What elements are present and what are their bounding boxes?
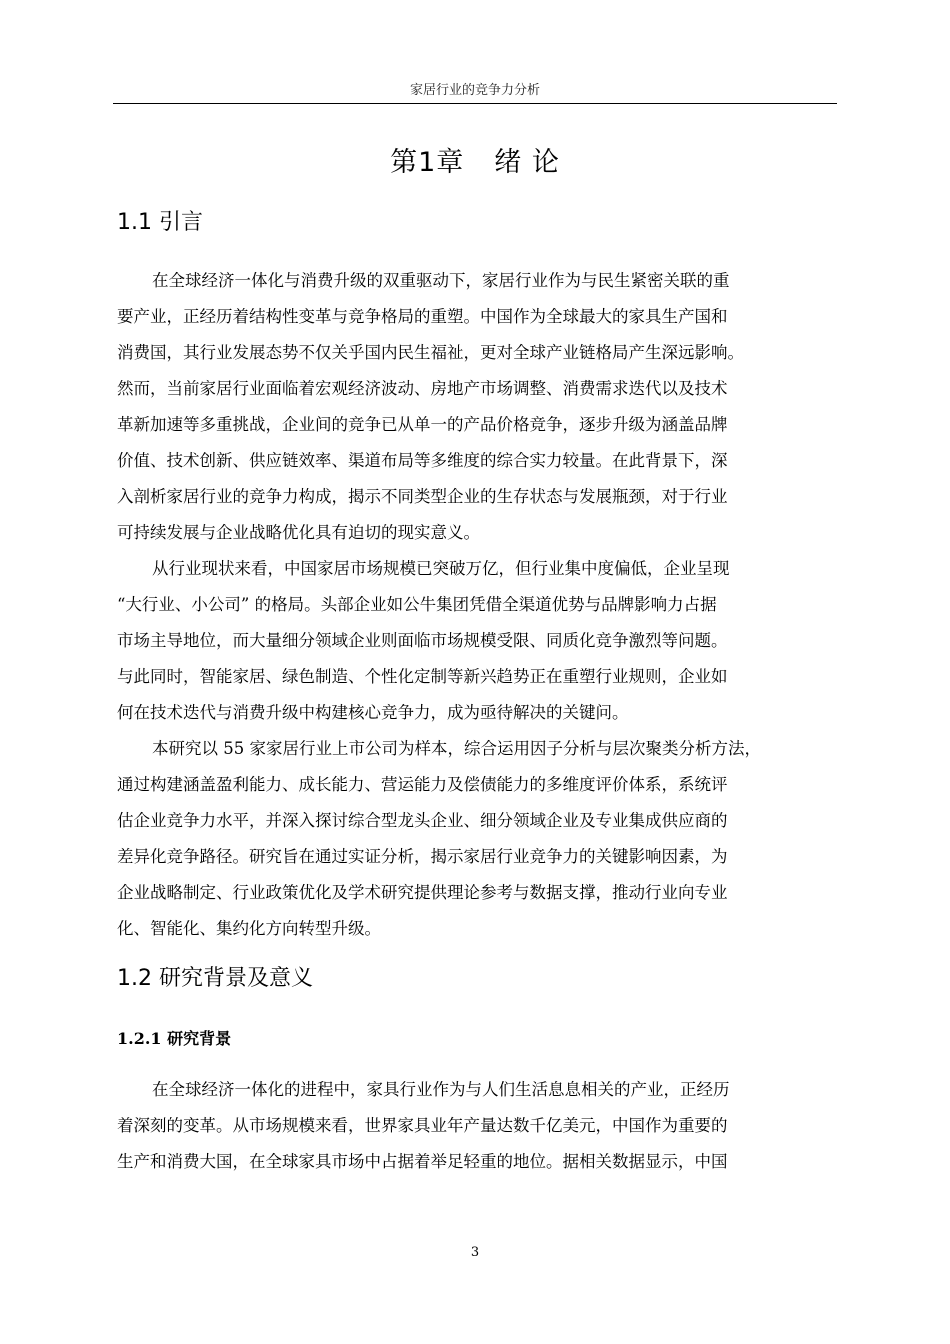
text-line: 何在技术迭代与消费升级中构建核心竞争力，成为亟待解决的关键问。 bbox=[117, 703, 629, 722]
text-line: 估企业竞争力水平，并深入探讨综合型龙头企业、细分领域企业及专业集成供应商的 bbox=[117, 811, 728, 830]
paragraph-1-1-1 bbox=[117, 263, 857, 551]
text-line: 可持续发展与企业战略优化具有迫切的现实意义。 bbox=[117, 523, 480, 542]
header-divider bbox=[113, 103, 837, 104]
paragraph-1-1-2 bbox=[117, 551, 857, 731]
text-line: 然而，当前家居行业面临着宏观经济波动、房地产市场调整、消费需求迭代以及技术 bbox=[117, 379, 728, 398]
text-line: 要产业，正经历着结构性变革与竞争格局的重塑。中国作为全球最大的家具生产国和 bbox=[117, 307, 728, 326]
text-line: 价值、技术创新、供应链效率、渠道布局等多维度的综合实力较量。在此背景下，深 bbox=[117, 451, 728, 470]
chapter-number-label: 第1章 bbox=[390, 147, 465, 178]
page-number: 3 bbox=[470, 1245, 480, 1260]
text-line: 消费国，其行业发展态势不仅关乎国内民生福祉，更对全球产业链格局产生深远影响。 bbox=[117, 343, 744, 362]
subsection-heading-1-2-1: 1.2.1 研究背景 bbox=[117, 1029, 232, 1048]
text-line: 革新加速等多重挑战，企业间的竞争已从单一的产品价格竞争，逐步升级为涵盖品牌 bbox=[117, 415, 728, 434]
text-line: 本研究以 55 家家居行业上市公司为样本，综合运用因子分析与层次聚类分析方法， bbox=[152, 739, 761, 758]
text-line: 入剖析家居行业的竞争力构成，揭示不同类型企业的生存状态与发展瓶颈，对于行业 bbox=[117, 487, 728, 506]
text-line: 生产和消费大国，在全球家具市场中占据着举足轻重的地位。据相关数据显示，中国 bbox=[117, 1152, 728, 1171]
section-heading-1-1: 1.1 引言 bbox=[117, 210, 203, 235]
running-header: 家居行业的竞争力分析 bbox=[409, 83, 540, 98]
text-line: 在全球经济一体化与消费升级的双重驱动下，家居行业作为与民生紧密关联的重 bbox=[152, 271, 730, 290]
text-line: 在全球经济一体化的进程中，家具行业作为与人们生活息息相关的产业，正经历 bbox=[152, 1080, 730, 1099]
paragraph-1-2-1 bbox=[117, 1072, 857, 1180]
text-line: 通过构建涵盖盈利能力、成长能力、营运能力及偿债能力的多维度评价体系，系统评 bbox=[117, 775, 728, 794]
text-line: 化、智能化、集约化方向转型升级。 bbox=[117, 919, 381, 938]
paragraph-1-1-3 bbox=[117, 731, 857, 947]
text-line: 差异化竞争路径。研究旨在通过实证分析，揭示家居行业竞争力的关键影响因素，为 bbox=[117, 847, 728, 866]
text-line: 与此同时，智能家居、绿色制造、个性化定制等新兴趋势正在重塑行业规则，企业如 bbox=[117, 667, 728, 686]
chapter-name: 绪 论 bbox=[494, 147, 560, 178]
text-line: 着深刻的变革。从市场规模来看，世界家具业年产量达数千亿美元，中国作为重要的 bbox=[117, 1116, 728, 1135]
section-heading-1-2: 1.2 研究背景及意义 bbox=[117, 966, 313, 991]
text-line: “大行业、小公司” 的格局。头部企业如公牛集团凭借全渠道优势与品牌影响力占据 bbox=[117, 595, 717, 614]
text-line: 从行业现状来看，中国家居市场规模已突破万亿，但行业集中度偏低，企业呈现 bbox=[152, 559, 730, 578]
text-line: 企业战略制定、行业政策优化及学术研究提供理论参考与数据支撑，推动行业向专业 bbox=[117, 883, 728, 902]
text-line: 市场主导地位，而大量细分领域企业则面临市场规模受限、同质化竞争激烈等问题。 bbox=[117, 631, 728, 650]
chapter-title bbox=[113, 140, 837, 179]
